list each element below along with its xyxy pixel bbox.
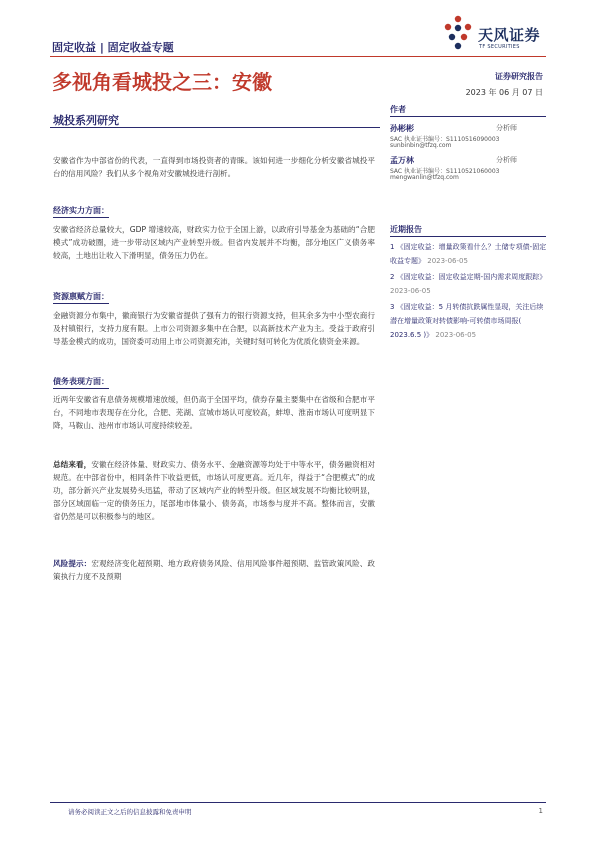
recent-reports-heading: 近期报告	[390, 224, 546, 237]
author-email[interactable]: sunbinbin@tfzq.com	[390, 142, 452, 149]
risk-paragraph	[53, 557, 375, 583]
author-email[interactable]: mengwanlin@tfzq.com	[390, 174, 459, 181]
recent-reports-list	[390, 240, 548, 344]
section-heading-economy: 经济实力方面：	[53, 205, 109, 218]
logo-text: 天风证券	[478, 26, 541, 44]
report-series: 城投系列研究	[53, 114, 119, 127]
author-sac: SAC 执业证书编号：S1110521060003	[390, 168, 500, 175]
section-body-economy: 安徽省经济总量较大，GDP 增速较高，财政实力位于全国上游，以政府引导基金为基础的“合肥模式”成功破圈，进一步带动区域内产业转型升级。但省内发展并不均衡，部分地区广义债务率较高，土地出让收入下滑明显，债务压力仍在。	[53, 225, 375, 260]
report-type: 证券研究报告	[495, 72, 543, 81]
recent-report-item[interactable]: 2 《固定收益：固定收益定期-国内需求周度跟踪》 2023-06-05	[390, 273, 547, 295]
risk-label: 风险提示：	[53, 559, 92, 568]
recent-report-item[interactable]: 3 《固定收益：5 月转债抗跌属性显现，关注后续潜在增量政策对转债影响-可转债市场周报( 2023.6.5 )》 2023-06-05	[390, 303, 544, 339]
summary-paragraph	[53, 458, 375, 523]
report-title: 多视角看城投之三：安徽	[52, 70, 272, 94]
header-divider	[50, 56, 546, 57]
logo-mark-icon	[440, 14, 476, 54]
author-sac: SAC 执业证书编号：S1110516090003	[390, 136, 500, 143]
risk-text: 宏观经济变化超预期、地方政府债务风险、信用风险事件超预期、监管政策风险、政策执行力度不及预期	[53, 559, 375, 581]
page-number: 1	[538, 807, 543, 815]
company-logo	[440, 14, 550, 54]
author-name: 孟万林	[390, 156, 414, 165]
summary-text: 安徽在经济体量、财政实力、债务水平、金融资源等均处于中等水平，债务融资相对规范。在中部省份中，相同条件下收益更低，市场认可度更高。近几年，得益于“合肥模式”的成功，部分新兴产业发展势头迅猛，带动了区域内产业的转型升级。但区域发展不均衡比较明显，部分区域面临一定的债务压力，尾部地市体量小、债务高，市场参与度并不高。整体而言，安徽省仍然是可以积极参与的地区。	[53, 460, 375, 521]
recent-report-item[interactable]: 1 《固定收益：增量政策看什么？土储专项债-固定收益专题》 2023-06-05	[390, 243, 547, 265]
section-body-resources: 金融资源分布集中，徽商银行为安徽省提供了强有力的银行资源支持，但其余多为中小型农商行及村镇银行，支持力度有限。上市公司资源多集中在合肥，以高新技术产业为主。受益于政府引导基金模式的成功，国资委可动用上市公司资源充沛，关键时刻可转化为优质化债资金来源。	[53, 311, 375, 346]
summary-label: 总结来看，	[53, 460, 92, 469]
footer-divider	[50, 802, 546, 803]
section-heading-resources: 资源禀赋方面：	[53, 291, 109, 304]
section-heading-debt: 债务表现方面：	[53, 376, 109, 389]
intro-paragraph: 安徽省作为中部省份的代表，一直得到市场投资者的青睐。该如何进一步细化分析安徽省城投平台的信用风险？我们从多个视角对安徽城投进行剖析。	[53, 156, 375, 178]
report-date: 2023 年 06 月 07 日	[465, 88, 543, 97]
logo-english-text: TF SECURITIES	[479, 44, 520, 50]
header-category: 固定收益 | 固定收益专题	[52, 41, 174, 54]
authors-heading: 作者	[390, 104, 546, 117]
author-role: 分析师	[496, 156, 517, 164]
section-body-debt: 近两年安徽省有息债务规模增速放缓，但仍高于全国平均，债券存量主要集中在省级和合肥市平台，不同地市表现存在分化，合肥、芜湖、宣城市场认可度较高，蚌埠、淮南市场认可度明显下降，马鞍山、池州市市场认可度持续较差。	[53, 395, 375, 430]
author-role: 分析师	[496, 124, 517, 132]
author-name: 孙彬彬	[390, 124, 414, 133]
series-divider	[50, 127, 380, 128]
footer-disclaimer: 请务必阅读正文之后的信息披露和免责申明	[68, 808, 192, 816]
